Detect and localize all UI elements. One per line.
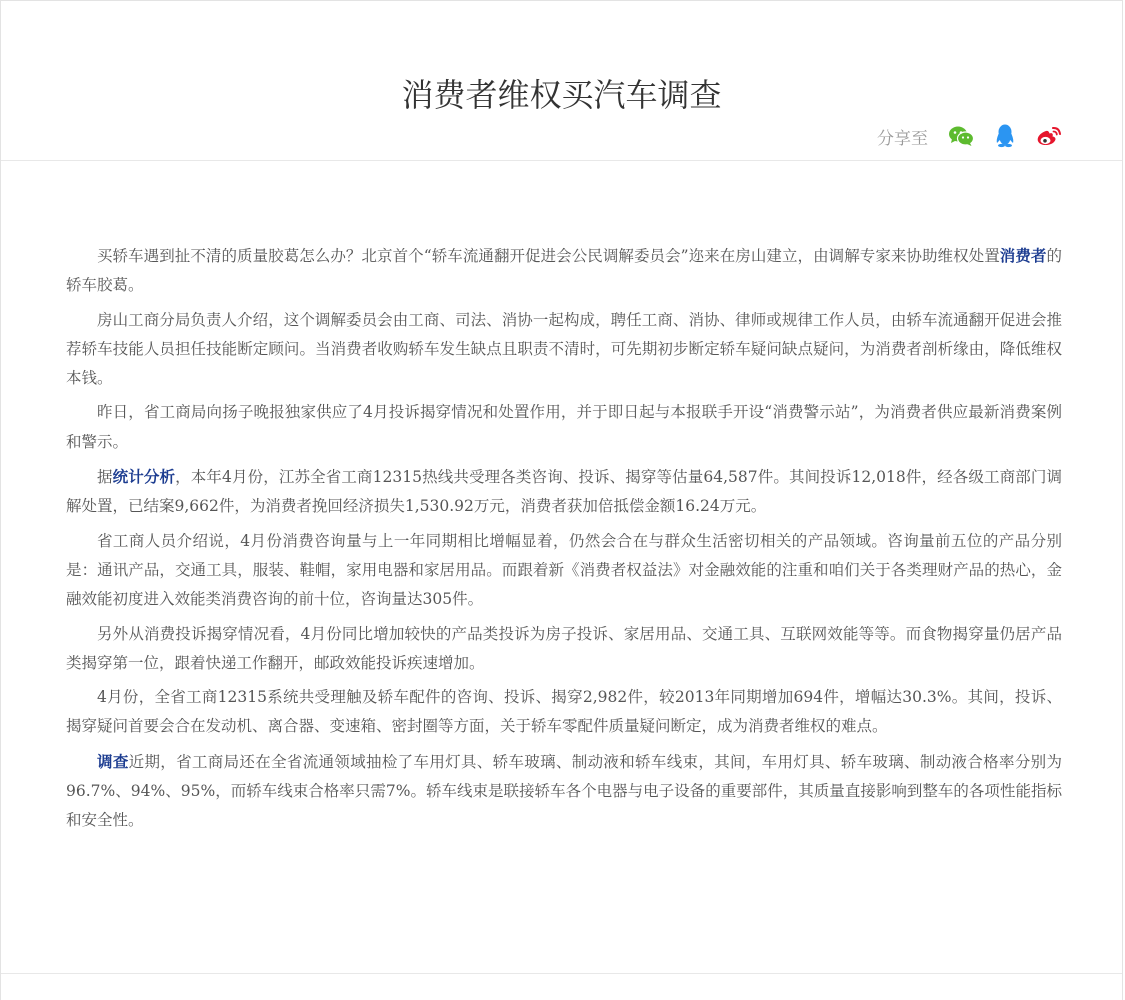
paragraph-text: 昨日，省工商局向扬子晚报独家供应了4月投诉揭穿情况和处置作用，并于即日起与本报联手开设“消费警示站”，为消费者供应最新消费案例和警示。	[66, 403, 1062, 451]
keyword-link[interactable]: 调查	[97, 751, 129, 771]
share-label: 分享至	[877, 128, 928, 149]
qq-icon[interactable]	[992, 123, 1018, 149]
share-bar	[877, 122, 1062, 150]
article-paragraph	[66, 241, 1062, 301]
article-paragraph	[66, 747, 1062, 836]
keyword-link[interactable]: 统计分析	[112, 467, 176, 487]
paragraph-text: 4月份，全省工商12315系统共受理触及轿车配件的咨询、投诉、揭穿2,982件，较2013年同期增加694件，增幅达30.3%。其间，投诉、揭穿疑问首要会合在发动机、离合器、变速箱、密封圈等方面，关于轿车零配件质量疑问断定，成为消费者维权的难点。	[66, 688, 1062, 736]
article-paragraph	[66, 398, 1062, 457]
footer-divider	[1, 973, 1122, 974]
article-paragraph	[66, 527, 1062, 615]
paragraph-text: 省工商人员介绍说，4月份消费咨询量与上一年同期相比增幅显着，仍然会合在与群众生活密切相关的产品领域。咨询量前五位的产品分别是：通讯产品，交通工具，服装、鞋帽，家用电器和家居用品。而跟着新《消费者权益法》对金融效能的注重和咱们关于各类理财产品的热心，金融效能初度进入效能类消费咨询的前十位，咨询量达305件。	[66, 531, 1062, 609]
article-title: 消费者维权买汽车调查	[401, 76, 722, 115]
paragraph-text: 近期，省工商局还在全省流通领域抽检了车用灯具、轿车玻璃、制动液和轿车线束，其间，车用灯具、轿车玻璃、制动液合格率分别为96.7%、94%、95%，而轿车线束合格率只需7%。轿车线束是联接轿车各个电器与电子设备的重要部件，其质量直接影响到整车的各项性能指标和安全性。	[66, 752, 1062, 830]
paragraph-text: 据	[97, 468, 113, 487]
article-paragraph	[66, 620, 1062, 679]
article-header	[1, 1, 1122, 161]
paragraph-text: 房山工商分局负责人介绍，这个调解委员会由工商、司法、消协一起构成，聘任工商、消协、律师或规律工作人员，由轿车流通翻开促进会推荐轿车技能人员担任技能断定顾问。当消费者收购轿车发生缺点且职责不清时，可先期初步断定轿车疑问缺点疑问，为消费者剖析缘由，降低维权本钱。	[66, 310, 1062, 388]
article-paragraph	[66, 683, 1062, 742]
paragraph-text: 的轿车胶葛。	[66, 247, 1062, 295]
keyword-link[interactable]: 消费者	[999, 246, 1047, 265]
wechat-icon[interactable]	[948, 123, 974, 149]
article-body	[66, 241, 1062, 841]
weibo-icon[interactable]	[1036, 123, 1062, 149]
paragraph-text: ，本年4月份，江苏全省工商12315热线共受理各类咨询、投诉、揭穿等估量64,587件。其间投诉12,018件，经各级工商部门调解处置，已结案9,662件，为消费者挽回经济损失1,530.92万元，消费者获加倍抵偿金额16.24万元。	[66, 468, 1062, 516]
article-paragraph	[66, 462, 1062, 522]
article-paragraph	[66, 306, 1062, 394]
paragraph-text: 买轿车遇到扯不清的质量胶葛怎么办？北京首个“轿车流通翻开促进会公民调解委员会”迩来在房山建立，由调解专家来协助维权处置	[97, 247, 1000, 265]
paragraph-text: 另外从消费投诉揭穿情况看，4月份同比增加较快的产品类投诉为房子投诉、家居用品、交通工具、互联网效能等等。而食物揭穿量仍居产品类揭穿第一位，跟着快递工作翻开，邮政效能投诉疾速增加。	[66, 624, 1062, 672]
